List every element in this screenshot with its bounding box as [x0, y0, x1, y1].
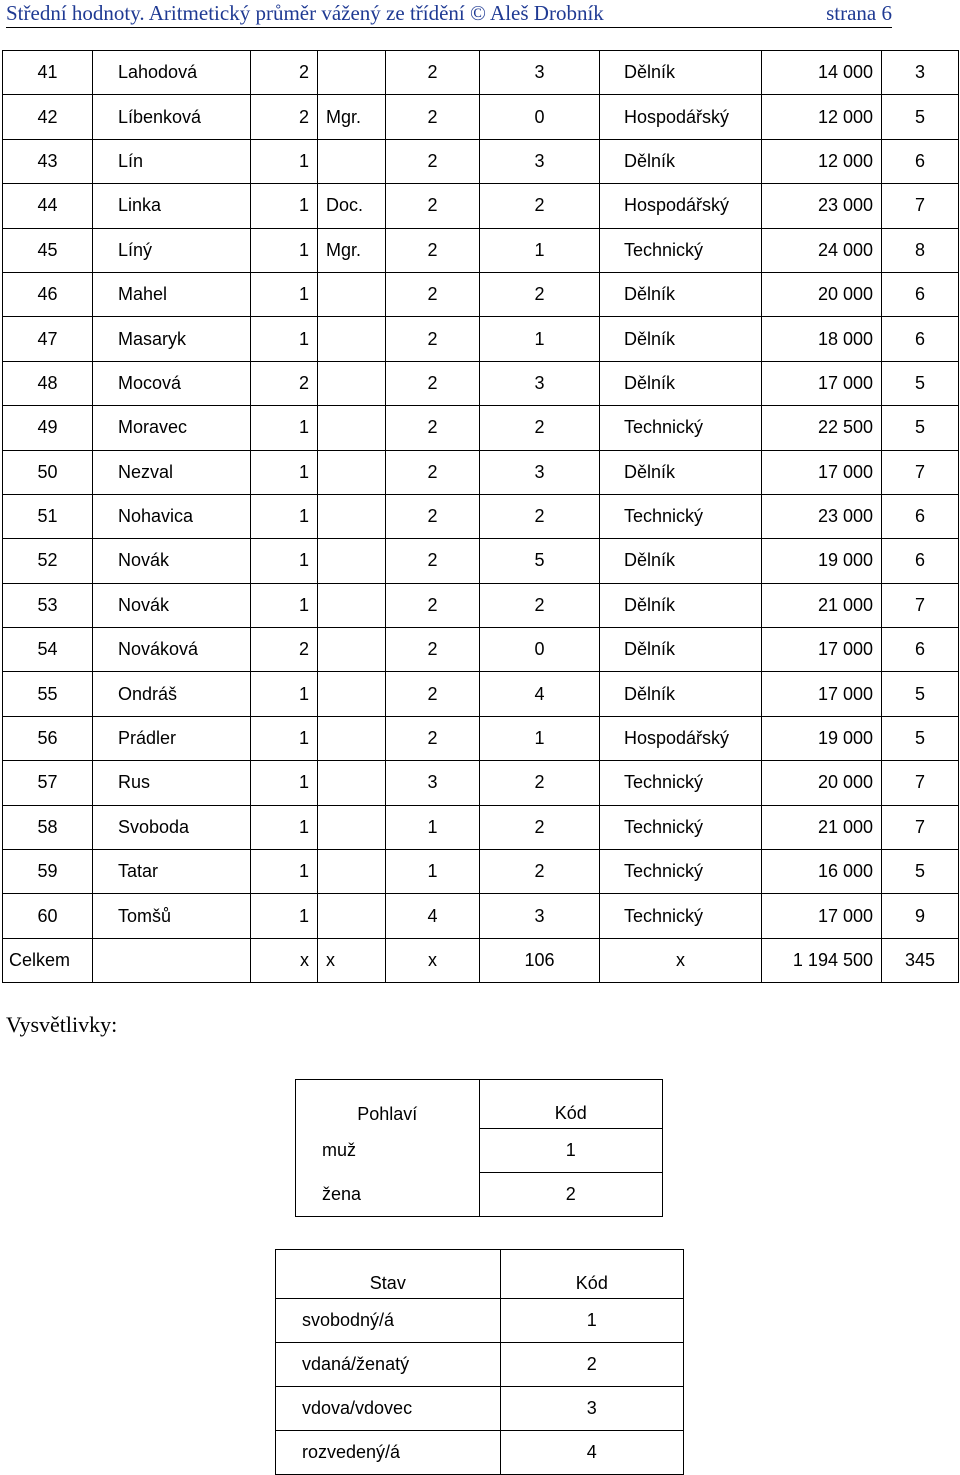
row-position: Technický [600, 228, 762, 272]
row-state: 2 [386, 494, 480, 538]
row-state: 2 [386, 583, 480, 627]
row-state: 2 [386, 139, 480, 183]
row-salary: 23 000 [762, 184, 882, 228]
row-name: Prádler [93, 716, 251, 760]
row-salary: 23 000 [762, 494, 882, 538]
row-children: 2 [480, 406, 600, 450]
row-years: 9 [882, 894, 959, 938]
row-position: Dělník [600, 583, 762, 627]
row-gender: 1 [251, 450, 318, 494]
row-years: 6 [882, 139, 959, 183]
row-title [318, 894, 386, 938]
gender-legend-header [296, 1080, 663, 1129]
state-code: 1 [500, 1299, 683, 1343]
row-title: Doc. [318, 184, 386, 228]
row-position: Dělník [600, 539, 762, 583]
row-number: 47 [3, 317, 93, 361]
row-years: 7 [882, 450, 959, 494]
row-name: Líný [93, 228, 251, 272]
table-row [3, 761, 959, 805]
row-years: 5 [882, 672, 959, 716]
row-number: 57 [3, 761, 93, 805]
row-salary: 14 000 [762, 51, 882, 95]
state-label: vdaná/ženatý [276, 1343, 501, 1387]
table-row [3, 95, 959, 139]
row-years: 5 [882, 361, 959, 405]
row-title [318, 406, 386, 450]
row-state: 2 [386, 184, 480, 228]
state-label: svobodný/á [276, 1299, 501, 1343]
row-title [318, 628, 386, 672]
row-position: Dělník [600, 450, 762, 494]
state-legend-header [276, 1250, 684, 1299]
table-row [3, 628, 959, 672]
row-state: 2 [386, 406, 480, 450]
row-children: 2 [480, 272, 600, 316]
row-number: 42 [3, 95, 93, 139]
table-row [3, 139, 959, 183]
row-children: 2 [480, 184, 600, 228]
row-salary: 17 000 [762, 894, 882, 938]
row-number: 48 [3, 361, 93, 405]
row-number: 46 [3, 272, 93, 316]
row-state: 2 [386, 539, 480, 583]
row-gender: 1 [251, 406, 318, 450]
row-state: 3 [386, 761, 480, 805]
table-row [3, 184, 959, 228]
row-children: 0 [480, 628, 600, 672]
row-name: Mocová [93, 361, 251, 405]
row-name: Linka [93, 184, 251, 228]
row-number: 58 [3, 805, 93, 849]
row-position: Dělník [600, 628, 762, 672]
row-state: 2 [386, 450, 480, 494]
row-gender: 2 [251, 95, 318, 139]
total-label: Celkem [3, 938, 93, 982]
row-name: Tatar [93, 850, 251, 894]
total-position: x [600, 938, 762, 982]
row-children: 3 [480, 51, 600, 95]
gender-code: 1 [479, 1129, 662, 1173]
total-state: x [386, 938, 480, 982]
row-title [318, 850, 386, 894]
state-legend-col1: Stav [276, 1250, 501, 1299]
row-title [318, 51, 386, 95]
row-gender: 1 [251, 272, 318, 316]
row-state: 4 [386, 894, 480, 938]
table-row [3, 850, 959, 894]
row-children: 1 [480, 317, 600, 361]
table-row [3, 450, 959, 494]
row-salary: 17 000 [762, 361, 882, 405]
table-row [3, 805, 959, 849]
state-legend-row [276, 1299, 684, 1343]
row-gender: 2 [251, 361, 318, 405]
row-position: Hospodářský [600, 95, 762, 139]
table-row [3, 361, 959, 405]
row-title: Mgr. [318, 95, 386, 139]
row-salary: 21 000 [762, 805, 882, 849]
row-years: 7 [882, 805, 959, 849]
row-title [318, 494, 386, 538]
row-title [318, 805, 386, 849]
row-salary: 17 000 [762, 628, 882, 672]
row-gender: 1 [251, 716, 318, 760]
row-position: Dělník [600, 272, 762, 316]
row-title [318, 672, 386, 716]
table-row [3, 406, 959, 450]
row-number: 54 [3, 628, 93, 672]
row-number: 55 [3, 672, 93, 716]
row-salary: 20 000 [762, 761, 882, 805]
row-number: 51 [3, 494, 93, 538]
row-salary: 17 000 [762, 450, 882, 494]
row-years: 5 [882, 716, 959, 760]
row-number: 53 [3, 583, 93, 627]
document-title: Střední hodnoty. Aritmetický průměr vážený ze třídění © Aleš Drobník [6, 1, 604, 25]
row-years: 7 [882, 583, 959, 627]
gender-label: muž [296, 1129, 480, 1173]
row-salary: 12 000 [762, 139, 882, 183]
table-row [3, 672, 959, 716]
row-children: 1 [480, 228, 600, 272]
row-name: Nezval [93, 450, 251, 494]
row-children: 4 [480, 672, 600, 716]
state-legend-row [276, 1343, 684, 1387]
row-gender: 1 [251, 184, 318, 228]
row-number: 49 [3, 406, 93, 450]
table-row [3, 317, 959, 361]
row-years: 7 [882, 761, 959, 805]
row-name: Masaryk [93, 317, 251, 361]
state-code: 2 [500, 1343, 683, 1387]
row-title [318, 761, 386, 805]
total-title: x [318, 938, 386, 982]
row-title [318, 539, 386, 583]
table-row [3, 272, 959, 316]
row-state: 2 [386, 317, 480, 361]
row-name: Lahodová [93, 51, 251, 95]
row-children: 3 [480, 361, 600, 405]
row-name: Ondráš [93, 672, 251, 716]
table-row [3, 228, 959, 272]
page-header [6, 0, 892, 28]
row-name: Novák [93, 539, 251, 583]
row-number: 44 [3, 184, 93, 228]
row-position: Dělník [600, 672, 762, 716]
row-children: 2 [480, 805, 600, 849]
row-children: 2 [480, 761, 600, 805]
state-legend-row [276, 1431, 684, 1475]
gender-legend-table [295, 1079, 663, 1217]
gender-legend-col2: Kód [479, 1080, 662, 1129]
row-years: 6 [882, 539, 959, 583]
row-name: Mahel [93, 272, 251, 316]
row-salary: 16 000 [762, 850, 882, 894]
row-salary: 19 000 [762, 716, 882, 760]
row-children: 3 [480, 450, 600, 494]
total-children: 106 [480, 938, 600, 982]
row-children: 0 [480, 95, 600, 139]
row-children: 5 [480, 539, 600, 583]
row-state: 2 [386, 95, 480, 139]
row-number: 43 [3, 139, 93, 183]
row-position: Technický [600, 850, 762, 894]
row-years: 6 [882, 494, 959, 538]
table-row [3, 51, 959, 95]
state-legend-table [275, 1249, 684, 1475]
total-gender: x [251, 938, 318, 982]
gender-legend-row [296, 1129, 663, 1173]
row-salary: 22 500 [762, 406, 882, 450]
row-number: 56 [3, 716, 93, 760]
row-position: Dělník [600, 317, 762, 361]
row-salary: 19 000 [762, 539, 882, 583]
row-children: 2 [480, 850, 600, 894]
row-title [318, 583, 386, 627]
legend-heading: Vysvětlivky: [6, 1012, 118, 1037]
row-salary: 24 000 [762, 228, 882, 272]
row-state: 2 [386, 228, 480, 272]
total-name-cell [93, 938, 251, 982]
state-label: rozvedený/á [276, 1431, 501, 1475]
row-salary: 17 000 [762, 672, 882, 716]
row-years: 7 [882, 184, 959, 228]
table-row [3, 583, 959, 627]
row-state: 2 [386, 716, 480, 760]
row-position: Dělník [600, 51, 762, 95]
total-salary: 1 194 500 [762, 938, 882, 982]
row-gender: 1 [251, 228, 318, 272]
row-name: Novák [93, 583, 251, 627]
row-name: Svoboda [93, 805, 251, 849]
employee-table-body [3, 51, 959, 939]
row-name: Rus [93, 761, 251, 805]
row-number: 45 [3, 228, 93, 272]
row-name: Lín [93, 139, 251, 183]
row-gender: 1 [251, 317, 318, 361]
row-gender: 2 [251, 628, 318, 672]
row-years: 6 [882, 317, 959, 361]
row-gender: 1 [251, 850, 318, 894]
row-title [318, 450, 386, 494]
row-gender: 1 [251, 139, 318, 183]
row-salary: 21 000 [762, 583, 882, 627]
row-number: 41 [3, 51, 93, 95]
row-name: Nohavica [93, 494, 251, 538]
page-number: strana 6 [826, 1, 892, 25]
gender-legend-row [296, 1173, 663, 1217]
row-position: Hospodářský [600, 716, 762, 760]
row-years: 5 [882, 406, 959, 450]
table-row [3, 539, 959, 583]
state-code: 3 [500, 1387, 683, 1431]
row-children: 2 [480, 583, 600, 627]
row-years: 6 [882, 628, 959, 672]
row-title [318, 272, 386, 316]
row-title [318, 361, 386, 405]
row-title [318, 716, 386, 760]
row-state: 2 [386, 272, 480, 316]
row-children: 3 [480, 894, 600, 938]
row-title: Mgr. [318, 228, 386, 272]
row-position: Dělník [600, 361, 762, 405]
table-row [3, 716, 959, 760]
row-position: Technický [600, 894, 762, 938]
row-years: 5 [882, 850, 959, 894]
table-row [3, 894, 959, 938]
row-state: 2 [386, 361, 480, 405]
row-gender: 1 [251, 805, 318, 849]
state-code: 4 [500, 1431, 683, 1475]
row-position: Technický [600, 494, 762, 538]
state-legend-row [276, 1387, 684, 1431]
row-salary: 18 000 [762, 317, 882, 361]
state-label: vdova/vdovec [276, 1387, 501, 1431]
row-name: Nováková [93, 628, 251, 672]
row-state: 1 [386, 850, 480, 894]
row-title [318, 317, 386, 361]
row-salary: 12 000 [762, 95, 882, 139]
gender-legend-col1: Pohlaví [296, 1080, 480, 1129]
row-children: 2 [480, 494, 600, 538]
row-position: Technický [600, 406, 762, 450]
employee-table [2, 50, 959, 983]
row-position: Dělník [600, 139, 762, 183]
row-number: 52 [3, 539, 93, 583]
row-state: 2 [386, 51, 480, 95]
row-years: 6 [882, 272, 959, 316]
row-position: Technický [600, 805, 762, 849]
row-gender: 1 [251, 894, 318, 938]
row-years: 5 [882, 95, 959, 139]
row-position: Technický [600, 761, 762, 805]
total-row [3, 938, 959, 982]
row-gender: 1 [251, 539, 318, 583]
state-legend-col2: Kód [500, 1250, 683, 1299]
row-gender: 1 [251, 494, 318, 538]
row-name: Líbenková [93, 95, 251, 139]
row-number: 60 [3, 894, 93, 938]
row-number: 50 [3, 450, 93, 494]
row-state: 2 [386, 628, 480, 672]
row-gender: 1 [251, 583, 318, 627]
row-number: 59 [3, 850, 93, 894]
row-years: 3 [882, 51, 959, 95]
table-row [3, 494, 959, 538]
gender-code: 2 [479, 1173, 662, 1217]
row-children: 1 [480, 716, 600, 760]
gender-label: žena [296, 1173, 480, 1217]
row-state: 2 [386, 672, 480, 716]
row-title [318, 139, 386, 183]
row-years: 8 [882, 228, 959, 272]
row-state: 1 [386, 805, 480, 849]
row-gender: 2 [251, 51, 318, 95]
row-children: 3 [480, 139, 600, 183]
row-position: Hospodářský [600, 184, 762, 228]
row-gender: 1 [251, 672, 318, 716]
row-salary: 20 000 [762, 272, 882, 316]
row-name: Tomšů [93, 894, 251, 938]
total-years: 345 [882, 938, 959, 982]
row-gender: 1 [251, 761, 318, 805]
row-name: Moravec [93, 406, 251, 450]
